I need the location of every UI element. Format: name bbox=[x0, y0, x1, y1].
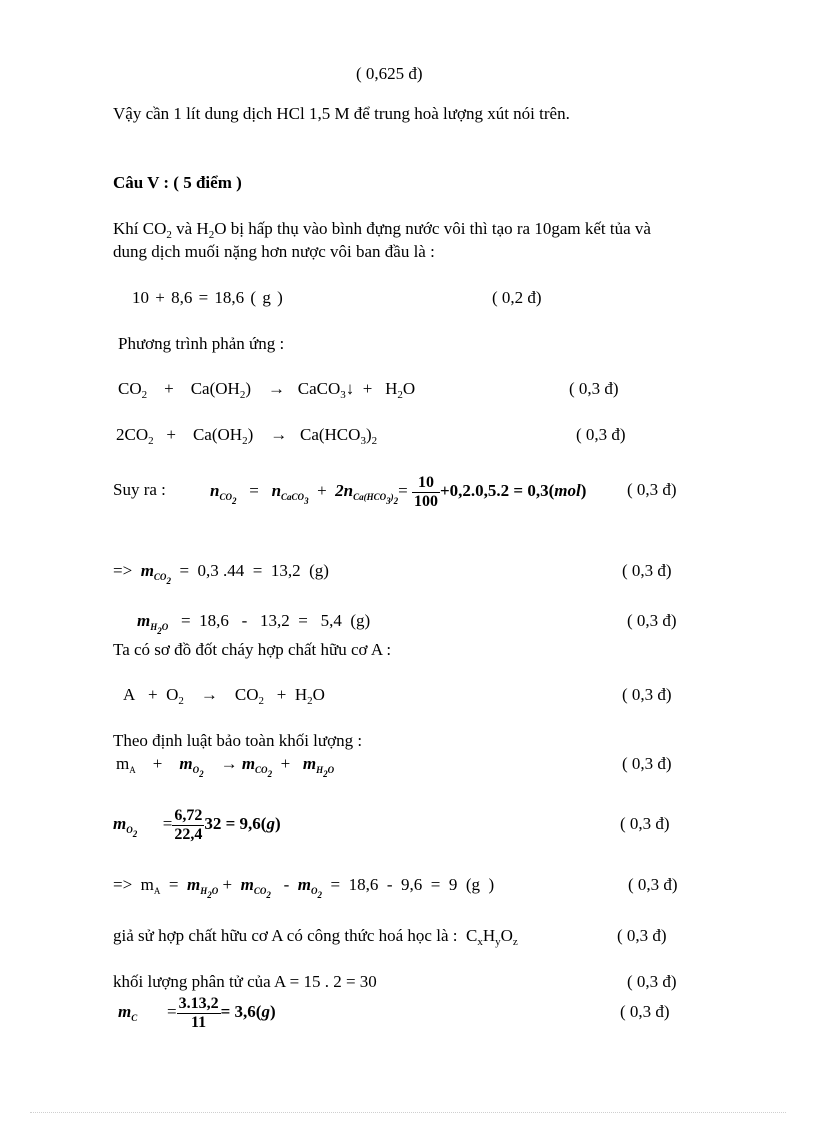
score-badge: ( 0,3 đ) bbox=[622, 754, 672, 773]
combustion-heading: Ta có sơ đồ đốt cháy hợp chất hữu cơ A : bbox=[113, 640, 392, 659]
score-badge: ( 0,3 đ) bbox=[569, 379, 619, 398]
score-line: ( 0,625 đ) bbox=[356, 64, 423, 83]
conservation-heading: Theo định luật bảo toàn khối lượng : bbox=[113, 731, 363, 750]
mole-equation: $n_{CO_2} = n_{CaCO_3} + 2n_{Ca(HCO_3)_2}=$ $\frac{10}{100}$ +0,2.0,5.2 = 0,3(mol) bbox=[210, 473, 587, 510]
a-mass: => $m_A = m_{H_2O} + m_{CO_2} - m_{O_2} = 18,6 - 9,6 = 9$ (g ) bbox=[113, 875, 495, 900]
reaction-heading: Phương trình phản ứng : bbox=[118, 334, 285, 353]
co2-mass: => $m_{CO_2} = 0,3$ .44 = 13,2 (g) bbox=[113, 561, 329, 586]
score-badge: ( 0,3 đ) bbox=[622, 685, 672, 704]
paragraph-line: Khí $CO_2$ và $H_2O$ bị hấp thụ vào bình đựng nước vôi thì tạo ra 10gam kết tủa và bbox=[113, 219, 651, 241]
score-badge: ( 0,3 đ) bbox=[627, 972, 677, 991]
conservation-equation: $m_A$ + $m_{O_2}$ → $m_{CO_2} + m_{H_2O}$ bbox=[116, 754, 335, 779]
equation-1: $CO_2$ + $Ca(OH_2)$ → CaCO$_3$↓ + $H_2O$ bbox=[118, 379, 416, 401]
score-badge: ( 0,3 đ) bbox=[620, 814, 670, 833]
score-badge: ( 0,3 đ) bbox=[617, 926, 667, 945]
score-badge: ( 0,3 đ) bbox=[628, 875, 678, 894]
score-badge: ( 0,3 đ) bbox=[620, 1002, 670, 1021]
molar-mass: khối lượng phân tử của A = 15 . 2 = 30 bbox=[113, 972, 377, 991]
score-badge: ( 0,3 đ) bbox=[627, 480, 677, 499]
h2o-mass: $m_{H_2O} = 18,6 - 13,2 = 5,4$ (g) bbox=[137, 611, 371, 636]
score-badge: ( 0,3 đ) bbox=[622, 561, 672, 580]
derivation-label: Suy ra : bbox=[113, 480, 166, 499]
score-badge: ( 0,3 đ) bbox=[627, 611, 677, 630]
formula-assumption: giả sử hợp chất hữu cơ A có công thức hoá học là : $C_xH_yO_z$ bbox=[113, 926, 518, 948]
paragraph-line: dung dịch muối nặng hơn nược vôi ban đầu là : bbox=[113, 242, 435, 261]
score-badge: ( 0,3 đ) bbox=[576, 425, 626, 444]
page-bottom-divider bbox=[30, 1112, 786, 1113]
score-badge: ( 0,2 đ) bbox=[492, 288, 542, 307]
combustion-equation: $A + O_2$ → $CO_2 + H_2O$ bbox=[123, 685, 325, 707]
o2-mass: $m_{O_2}$ = $\frac{6,72}{22,4}$ 32 = 9,6(g) bbox=[113, 806, 281, 843]
conclusion-text: Vậy cần 1 lít dung dịch HCl 1,5 M để trung hoà lượng xút nói trên. bbox=[113, 104, 570, 123]
c-mass: $m_C$ = $\frac{3.13,2}{11}$ = 3,6(g) bbox=[118, 994, 276, 1031]
mass-sum: 10 + 8,6 = 18,6 ( g ) bbox=[132, 288, 283, 307]
equation-2: $2CO_2$ + $Ca(OH_2)$ → $Ca(HCO_3)_2$ bbox=[116, 425, 378, 447]
question-heading: Câu V : ( 5 điểm ) bbox=[113, 173, 242, 192]
